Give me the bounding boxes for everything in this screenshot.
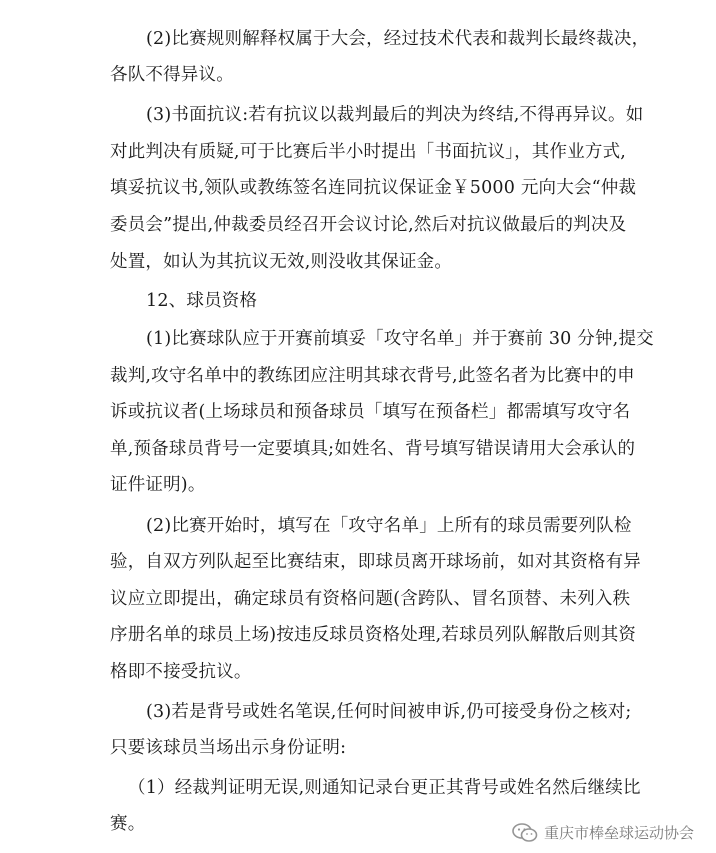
text-line: (2)比赛开始时，填写在「攻守名单」上所有的球员需要列队检	[146, 516, 632, 536]
section-heading: 12、球员资格	[146, 291, 258, 311]
watermark-text: 重庆市棒垒球运动协会	[543, 824, 694, 842]
text-line: 诉或抗议者(上场球员和预备球员「填写在预备栏」都需填写攻守名	[110, 402, 631, 422]
wechat-icon	[512, 823, 538, 843]
text-line: 序册名单的球员上场)按违反球员资格处理,若球员列队解散后则其资	[110, 625, 637, 645]
text-line: 单,预备球员背号一定要填具;如姓名、背号填写错误请用大会承认的	[110, 439, 636, 459]
text-line: (3)若是背号或姓名笔误,任何时间被申诉,仍可接受身份之核对;	[146, 702, 632, 722]
text-line: （1）经裁判证明无误,则通知记录台更正其背号或姓名然后继续比	[128, 778, 641, 798]
text-line: 验，自双方列队起至比赛结束，即球员离开球场前，如对其资格有异	[110, 552, 641, 572]
text-line: (1)比赛球队应于开赛前填妥「攻守名单」并于赛前 30 分钟,提交	[146, 329, 654, 349]
text-line: 填妥抗议书,领队或教练签名连同抗议保证金￥5000 元向大会“仲裁	[110, 178, 637, 198]
text-line: 只要该球员当场出示身份证明:	[110, 738, 347, 758]
text-line: (3)书面抗议:若有抗议以裁判最后的判决为终结,不得再异议。如	[146, 105, 644, 125]
text-line: 证件证明)。	[110, 475, 206, 495]
watermark	[512, 822, 694, 843]
text-line: 格即不接受抗议。	[110, 662, 252, 682]
text-line: 议应立即提出，确定球员有资格问题(含跨队、冒名顶替、未列入秩	[110, 589, 631, 609]
text-line: 委员会”提出,仲裁委员经召开会议讨论,然后对抗议做最后的判决及	[110, 215, 627, 235]
text-line: 裁判,攻守名单中的教练团应注明其球衣背号,此签名者为比赛中的申	[110, 366, 635, 386]
text-line: 处置，如认为其抗议无效,则没收其保证金。	[110, 252, 453, 272]
text-line: 各队不得异议。	[110, 65, 234, 85]
text-line: 对此判决有质疑,可于比赛后半小时提出「书面抗议」，其作业方式,	[110, 142, 627, 162]
text-line: 赛。	[110, 814, 146, 834]
text-line: (2)比赛规则解释权属于大会，经过技术代表和裁判长最终裁决，	[146, 29, 650, 49]
